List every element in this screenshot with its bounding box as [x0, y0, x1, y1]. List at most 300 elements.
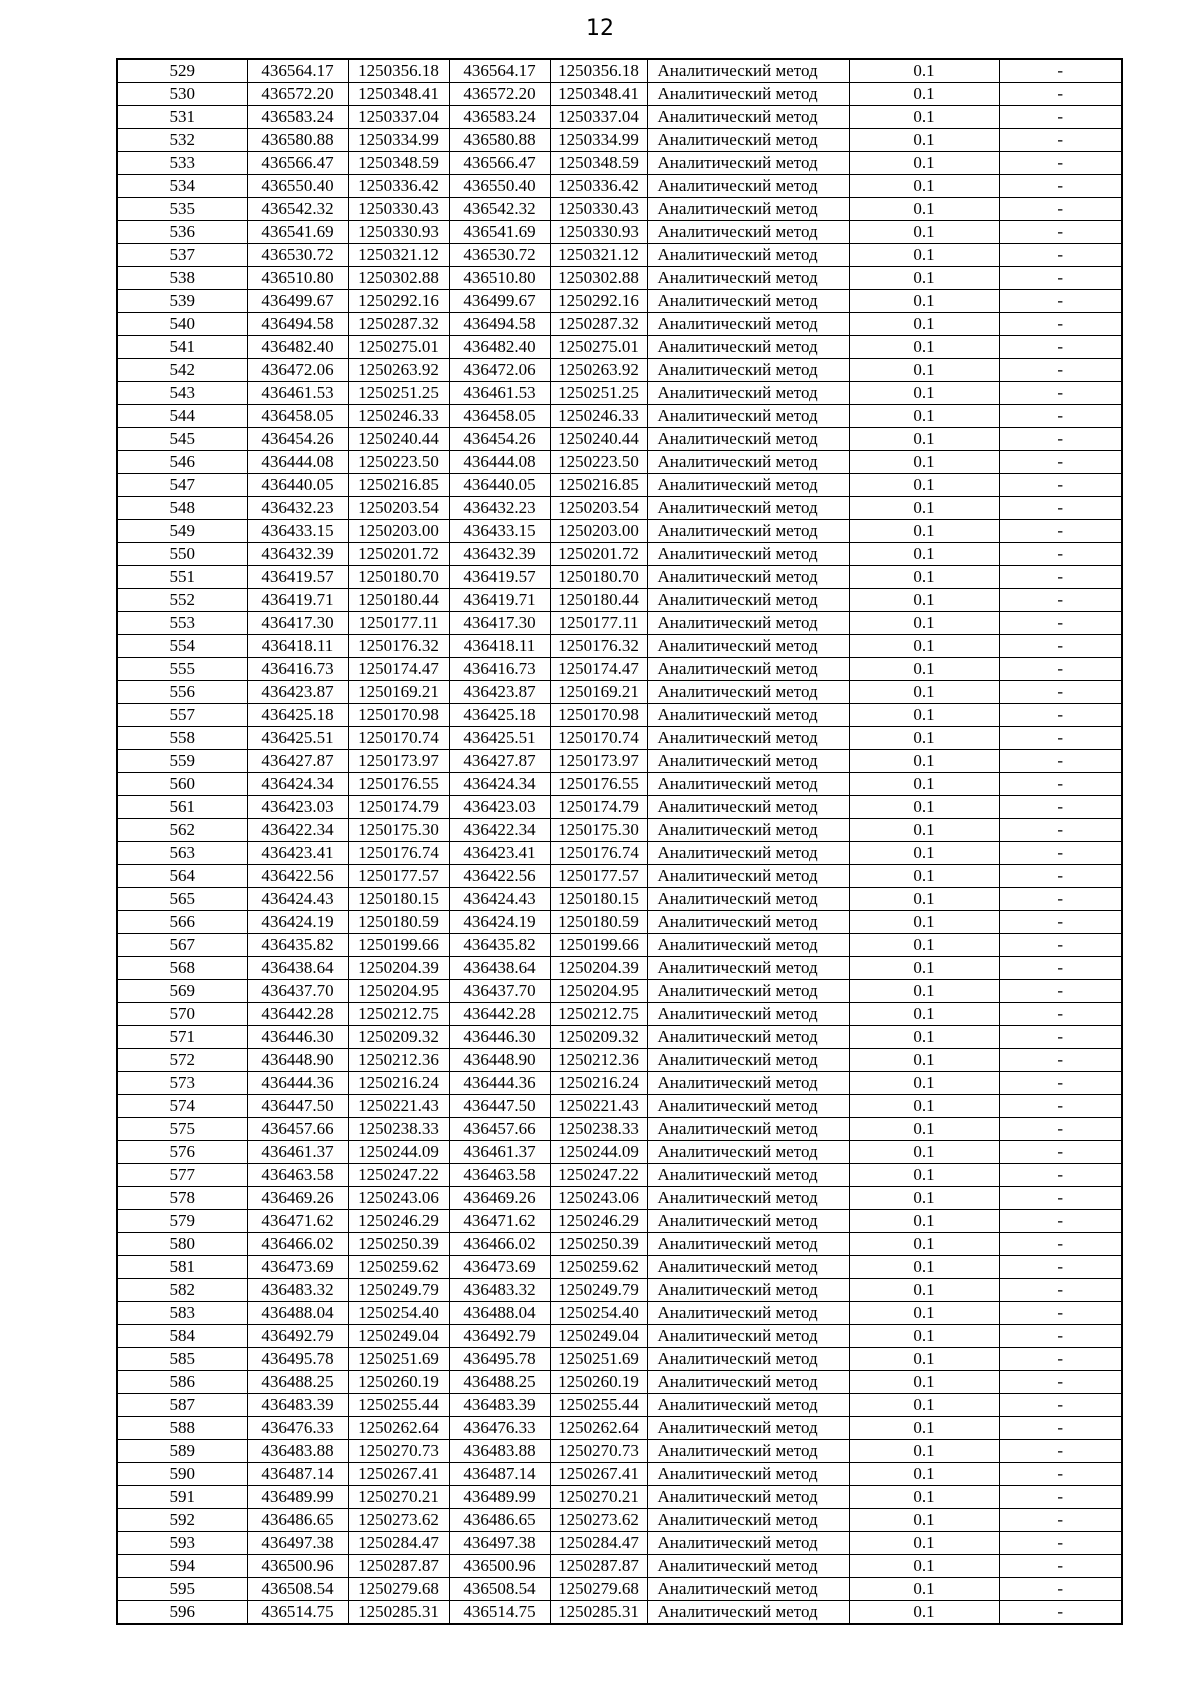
table-row	[117, 750, 1122, 773]
cell-x_new: 436457.66	[449, 1118, 550, 1141]
cell-point: 549	[117, 520, 247, 543]
cell-x_new: 436494.58	[449, 313, 550, 336]
cell-point: 582	[117, 1279, 247, 1302]
table-row	[117, 106, 1122, 129]
cell-method: Аналитический метод	[647, 980, 849, 1003]
cell-note: -	[999, 1210, 1122, 1233]
cell-method: Аналитический метод	[647, 612, 849, 635]
cell-y_old: 1250176.32	[348, 635, 449, 658]
cell-accuracy: 0.1	[849, 1578, 999, 1601]
table-row	[117, 1486, 1122, 1509]
cell-accuracy: 0.1	[849, 474, 999, 497]
cell-y_old: 1250292.16	[348, 290, 449, 313]
cell-x_new: 436422.34	[449, 819, 550, 842]
cell-x_new: 436541.69	[449, 221, 550, 244]
cell-y_new: 1250216.24	[550, 1072, 647, 1095]
cell-method: Аналитический метод	[647, 175, 849, 198]
cell-x_new: 436427.87	[449, 750, 550, 773]
cell-accuracy: 0.1	[849, 405, 999, 428]
cell-y_old: 1250177.11	[348, 612, 449, 635]
cell-x_old: 436566.47	[247, 152, 348, 175]
table-row	[117, 1210, 1122, 1233]
coordinates-table	[116, 58, 1123, 1625]
table-row	[117, 1348, 1122, 1371]
cell-y_new: 1250267.41	[550, 1463, 647, 1486]
cell-y_new: 1250285.31	[550, 1601, 647, 1625]
cell-x_old: 436488.04	[247, 1302, 348, 1325]
table-row	[117, 1279, 1122, 1302]
cell-x_new: 436495.78	[449, 1348, 550, 1371]
cell-y_new: 1250262.64	[550, 1417, 647, 1440]
cell-y_old: 1250348.41	[348, 83, 449, 106]
cell-method: Аналитический метод	[647, 1095, 849, 1118]
cell-y_new: 1250180.70	[550, 566, 647, 589]
cell-point: 529	[117, 59, 247, 83]
cell-accuracy: 0.1	[849, 773, 999, 796]
table-row	[117, 796, 1122, 819]
table-row	[117, 865, 1122, 888]
cell-y_old: 1250180.59	[348, 911, 449, 934]
cell-y_old: 1250203.00	[348, 520, 449, 543]
cell-note: -	[999, 175, 1122, 198]
cell-y_old: 1250203.54	[348, 497, 449, 520]
cell-x_old: 436435.82	[247, 934, 348, 957]
cell-note: -	[999, 911, 1122, 934]
cell-note: -	[999, 1486, 1122, 1509]
cell-accuracy: 0.1	[849, 1072, 999, 1095]
table-row	[117, 451, 1122, 474]
cell-method: Аналитический метод	[647, 244, 849, 267]
cell-point: 562	[117, 819, 247, 842]
cell-note: -	[999, 1072, 1122, 1095]
cell-accuracy: 0.1	[849, 681, 999, 704]
cell-y_old: 1250348.59	[348, 152, 449, 175]
cell-accuracy: 0.1	[849, 1463, 999, 1486]
cell-y_old: 1250221.43	[348, 1095, 449, 1118]
cell-accuracy: 0.1	[849, 796, 999, 819]
cell-method: Аналитический метод	[647, 1486, 849, 1509]
cell-accuracy: 0.1	[849, 336, 999, 359]
cell-y_new: 1250284.47	[550, 1532, 647, 1555]
cell-x_old: 436508.54	[247, 1578, 348, 1601]
cell-note: -	[999, 1463, 1122, 1486]
table-row	[117, 704, 1122, 727]
cell-x_new: 436510.80	[449, 267, 550, 290]
table-row	[117, 727, 1122, 750]
cell-point: 577	[117, 1164, 247, 1187]
table-row	[117, 1095, 1122, 1118]
cell-x_old: 436417.30	[247, 612, 348, 635]
cell-x_new: 436424.43	[449, 888, 550, 911]
table-row	[117, 1118, 1122, 1141]
cell-y_new: 1250273.62	[550, 1509, 647, 1532]
cell-accuracy: 0.1	[849, 1601, 999, 1625]
cell-x_new: 436442.28	[449, 1003, 550, 1026]
cell-point: 550	[117, 543, 247, 566]
cell-accuracy: 0.1	[849, 1394, 999, 1417]
cell-point: 567	[117, 934, 247, 957]
cell-note: -	[999, 727, 1122, 750]
cell-method: Аналитический метод	[647, 842, 849, 865]
cell-accuracy: 0.1	[849, 198, 999, 221]
cell-y_new: 1250212.75	[550, 1003, 647, 1026]
cell-method: Аналитический метод	[647, 267, 849, 290]
cell-x_new: 436550.40	[449, 175, 550, 198]
cell-y_new: 1250199.66	[550, 934, 647, 957]
cell-x_old: 436583.24	[247, 106, 348, 129]
table-row	[117, 1417, 1122, 1440]
cell-accuracy: 0.1	[849, 267, 999, 290]
cell-x_old: 436572.20	[247, 83, 348, 106]
cell-y_new: 1250221.43	[550, 1095, 647, 1118]
cell-note: -	[999, 59, 1122, 83]
cell-x_old: 436514.75	[247, 1601, 348, 1625]
cell-accuracy: 0.1	[849, 290, 999, 313]
cell-y_old: 1250249.04	[348, 1325, 449, 1348]
cell-x_old: 436483.39	[247, 1394, 348, 1417]
cell-note: -	[999, 1164, 1122, 1187]
cell-x_old: 436447.50	[247, 1095, 348, 1118]
cell-accuracy: 0.1	[849, 1486, 999, 1509]
cell-x_new: 436435.82	[449, 934, 550, 957]
cell-x_new: 436416.73	[449, 658, 550, 681]
table-row	[117, 888, 1122, 911]
cell-method: Аналитический метод	[647, 1210, 849, 1233]
cell-point: 564	[117, 865, 247, 888]
cell-y_old: 1250273.62	[348, 1509, 449, 1532]
table-row	[117, 1141, 1122, 1164]
cell-x_new: 436440.05	[449, 474, 550, 497]
cell-method: Аналитический метод	[647, 129, 849, 152]
cell-y_old: 1250270.73	[348, 1440, 449, 1463]
cell-note: -	[999, 497, 1122, 520]
cell-x_new: 436564.17	[449, 59, 550, 83]
cell-accuracy: 0.1	[849, 704, 999, 727]
cell-x_new: 436500.96	[449, 1555, 550, 1578]
table-row	[117, 59, 1122, 83]
cell-x_new: 436454.26	[449, 428, 550, 451]
cell-point: 541	[117, 336, 247, 359]
table-row	[117, 1578, 1122, 1601]
cell-point: 552	[117, 589, 247, 612]
table-row	[117, 1371, 1122, 1394]
cell-y_new: 1250170.74	[550, 727, 647, 750]
cell-accuracy: 0.1	[849, 566, 999, 589]
cell-y_new: 1250302.88	[550, 267, 647, 290]
cell-x_old: 436463.58	[247, 1164, 348, 1187]
cell-y_new: 1250254.40	[550, 1302, 647, 1325]
table-row	[117, 589, 1122, 612]
cell-method: Аналитический метод	[647, 681, 849, 704]
cell-y_old: 1250249.79	[348, 1279, 449, 1302]
cell-point: 584	[117, 1325, 247, 1348]
cell-x_old: 436497.38	[247, 1532, 348, 1555]
table-row	[117, 1164, 1122, 1187]
table-row	[117, 1233, 1122, 1256]
cell-x_old: 436424.43	[247, 888, 348, 911]
cell-y_new: 1250334.99	[550, 129, 647, 152]
table-row	[117, 957, 1122, 980]
cell-accuracy: 0.1	[849, 1210, 999, 1233]
cell-note: -	[999, 359, 1122, 382]
cell-y_old: 1250216.85	[348, 474, 449, 497]
cell-method: Аналитический метод	[647, 911, 849, 934]
table-body	[117, 59, 1122, 1624]
cell-y_new: 1250176.74	[550, 842, 647, 865]
cell-note: -	[999, 1256, 1122, 1279]
cell-note: -	[999, 704, 1122, 727]
table-row	[117, 497, 1122, 520]
cell-note: -	[999, 1325, 1122, 1348]
cell-y_new: 1250246.29	[550, 1210, 647, 1233]
cell-x_old: 436461.37	[247, 1141, 348, 1164]
cell-point: 575	[117, 1118, 247, 1141]
cell-accuracy: 0.1	[849, 589, 999, 612]
cell-y_old: 1250176.55	[348, 773, 449, 796]
cell-point: 540	[117, 313, 247, 336]
cell-method: Аналитический метод	[647, 1578, 849, 1601]
cell-note: -	[999, 888, 1122, 911]
table-row	[117, 543, 1122, 566]
cell-x_old: 436466.02	[247, 1233, 348, 1256]
cell-method: Аналитический метод	[647, 1279, 849, 1302]
cell-point: 557	[117, 704, 247, 727]
cell-x_old: 436423.41	[247, 842, 348, 865]
cell-x_old: 436454.26	[247, 428, 348, 451]
table-row	[117, 1509, 1122, 1532]
cell-note: -	[999, 865, 1122, 888]
cell-x_old: 436444.36	[247, 1072, 348, 1095]
cell-method: Аналитический метод	[647, 1026, 849, 1049]
cell-x_old: 436489.99	[247, 1486, 348, 1509]
cell-note: -	[999, 520, 1122, 543]
cell-x_new: 436514.75	[449, 1601, 550, 1625]
cell-method: Аналитический метод	[647, 888, 849, 911]
cell-y_new: 1250203.00	[550, 520, 647, 543]
cell-y_old: 1250275.01	[348, 336, 449, 359]
cell-x_new: 436489.99	[449, 1486, 550, 1509]
cell-y_old: 1250204.95	[348, 980, 449, 1003]
cell-method: Аналитический метод	[647, 704, 849, 727]
cell-x_new: 436469.26	[449, 1187, 550, 1210]
cell-accuracy: 0.1	[849, 1049, 999, 1072]
cell-x_new: 436448.90	[449, 1049, 550, 1072]
cell-note: -	[999, 1279, 1122, 1302]
cell-note: -	[999, 336, 1122, 359]
cell-note: -	[999, 980, 1122, 1003]
cell-method: Аналитический метод	[647, 1049, 849, 1072]
cell-point: 589	[117, 1440, 247, 1463]
cell-note: -	[999, 1003, 1122, 1026]
cell-y_new: 1250180.59	[550, 911, 647, 934]
cell-y_old: 1250336.42	[348, 175, 449, 198]
cell-accuracy: 0.1	[849, 221, 999, 244]
cell-accuracy: 0.1	[849, 382, 999, 405]
cell-method: Аналитический метод	[647, 1072, 849, 1095]
cell-x_old: 436541.69	[247, 221, 348, 244]
cell-method: Аналитический метод	[647, 1325, 849, 1348]
table-row	[117, 1049, 1122, 1072]
cell-y_old: 1250209.32	[348, 1026, 449, 1049]
cell-method: Аналитический метод	[647, 1463, 849, 1486]
cell-y_new: 1250356.18	[550, 59, 647, 83]
cell-y_old: 1250284.47	[348, 1532, 449, 1555]
cell-accuracy: 0.1	[849, 911, 999, 934]
table-row	[117, 336, 1122, 359]
cell-point: 558	[117, 727, 247, 750]
table-row	[117, 1325, 1122, 1348]
cell-y_old: 1250270.21	[348, 1486, 449, 1509]
table-row	[117, 1532, 1122, 1555]
cell-accuracy: 0.1	[849, 1440, 999, 1463]
cell-y_new: 1250240.44	[550, 428, 647, 451]
cell-x_new: 436542.32	[449, 198, 550, 221]
cell-note: -	[999, 1233, 1122, 1256]
cell-note: -	[999, 474, 1122, 497]
cell-y_old: 1250240.44	[348, 428, 449, 451]
cell-y_old: 1250260.19	[348, 1371, 449, 1394]
cell-x_new: 436487.14	[449, 1463, 550, 1486]
cell-point: 563	[117, 842, 247, 865]
cell-accuracy: 0.1	[849, 1187, 999, 1210]
cell-x_old: 436483.88	[247, 1440, 348, 1463]
cell-x_old: 436542.32	[247, 198, 348, 221]
cell-x_old: 436461.53	[247, 382, 348, 405]
cell-note: -	[999, 451, 1122, 474]
cell-note: -	[999, 267, 1122, 290]
cell-method: Аналитический метод	[647, 474, 849, 497]
cell-x_new: 436492.79	[449, 1325, 550, 1348]
cell-accuracy: 0.1	[849, 244, 999, 267]
cell-x_new: 436508.54	[449, 1578, 550, 1601]
cell-point: 535	[117, 198, 247, 221]
cell-y_new: 1250259.62	[550, 1256, 647, 1279]
cell-accuracy: 0.1	[849, 635, 999, 658]
cell-x_old: 436433.15	[247, 520, 348, 543]
cell-y_old: 1250212.36	[348, 1049, 449, 1072]
cell-y_old: 1250334.99	[348, 129, 449, 152]
table-row	[117, 175, 1122, 198]
cell-y_old: 1250285.31	[348, 1601, 449, 1625]
table-row	[117, 1072, 1122, 1095]
table-row	[117, 520, 1122, 543]
table-row	[117, 1187, 1122, 1210]
cell-accuracy: 0.1	[849, 1003, 999, 1026]
cell-x_new: 436437.70	[449, 980, 550, 1003]
table-row	[117, 911, 1122, 934]
cell-point: 532	[117, 129, 247, 152]
cell-y_new: 1250292.16	[550, 290, 647, 313]
table-row	[117, 129, 1122, 152]
cell-note: -	[999, 1118, 1122, 1141]
cell-accuracy: 0.1	[849, 83, 999, 106]
cell-accuracy: 0.1	[849, 819, 999, 842]
table-row	[117, 290, 1122, 313]
cell-y_old: 1250204.39	[348, 957, 449, 980]
cell-method: Аналитический метод	[647, 336, 849, 359]
cell-y_old: 1250212.75	[348, 1003, 449, 1026]
cell-y_new: 1250174.47	[550, 658, 647, 681]
cell-point: 578	[117, 1187, 247, 1210]
cell-y_old: 1250174.47	[348, 658, 449, 681]
cell-accuracy: 0.1	[849, 1164, 999, 1187]
cell-x_new: 436472.06	[449, 359, 550, 382]
cell-accuracy: 0.1	[849, 497, 999, 520]
cell-x_new: 436419.71	[449, 589, 550, 612]
cell-y_old: 1250180.70	[348, 566, 449, 589]
cell-x_new: 436499.67	[449, 290, 550, 313]
cell-note: -	[999, 1394, 1122, 1417]
cell-y_new: 1250263.92	[550, 359, 647, 382]
cell-y_new: 1250223.50	[550, 451, 647, 474]
cell-method: Аналитический метод	[647, 773, 849, 796]
cell-y_new: 1250337.04	[550, 106, 647, 129]
cell-x_new: 436424.34	[449, 773, 550, 796]
table-row	[117, 382, 1122, 405]
cell-method: Аналитический метод	[647, 1141, 849, 1164]
cell-x_new: 436433.15	[449, 520, 550, 543]
cell-note: -	[999, 1440, 1122, 1463]
cell-y_new: 1250287.32	[550, 313, 647, 336]
cell-point: 530	[117, 83, 247, 106]
cell-method: Аналитический метод	[647, 313, 849, 336]
table-row	[117, 428, 1122, 451]
cell-x_old: 436492.79	[247, 1325, 348, 1348]
cell-y_new: 1250270.21	[550, 1486, 647, 1509]
cell-method: Аналитический метод	[647, 1348, 849, 1371]
cell-accuracy: 0.1	[849, 1348, 999, 1371]
cell-point: 571	[117, 1026, 247, 1049]
cell-note: -	[999, 405, 1122, 428]
cell-y_new: 1250251.25	[550, 382, 647, 405]
cell-y_new: 1250348.41	[550, 83, 647, 106]
cell-accuracy: 0.1	[849, 175, 999, 198]
cell-y_new: 1250209.32	[550, 1026, 647, 1049]
cell-method: Аналитический метод	[647, 1302, 849, 1325]
cell-y_new: 1250255.44	[550, 1394, 647, 1417]
cell-point: 585	[117, 1348, 247, 1371]
table-row	[117, 635, 1122, 658]
cell-accuracy: 0.1	[849, 543, 999, 566]
cell-x_new: 436424.19	[449, 911, 550, 934]
cell-x_old: 436473.69	[247, 1256, 348, 1279]
cell-accuracy: 0.1	[849, 1095, 999, 1118]
cell-x_old: 436416.73	[247, 658, 348, 681]
cell-y_old: 1250259.62	[348, 1256, 449, 1279]
table-row	[117, 1256, 1122, 1279]
cell-x_new: 436466.02	[449, 1233, 550, 1256]
cell-x_old: 436448.90	[247, 1049, 348, 1072]
cell-point: 593	[117, 1532, 247, 1555]
cell-y_new: 1250243.06	[550, 1187, 647, 1210]
cell-method: Аналитический метод	[647, 359, 849, 382]
cell-point: 574	[117, 1095, 247, 1118]
cell-x_new: 436463.58	[449, 1164, 550, 1187]
cell-x_new: 436423.03	[449, 796, 550, 819]
cell-point: 560	[117, 773, 247, 796]
cell-point: 542	[117, 359, 247, 382]
cell-y_new: 1250175.30	[550, 819, 647, 842]
cell-point: 588	[117, 1417, 247, 1440]
table-row	[117, 566, 1122, 589]
cell-x_old: 436438.64	[247, 957, 348, 980]
cell-x_new: 436486.65	[449, 1509, 550, 1532]
cell-x_old: 436494.58	[247, 313, 348, 336]
cell-x_old: 436499.67	[247, 290, 348, 313]
cell-note: -	[999, 750, 1122, 773]
cell-y_new: 1250348.59	[550, 152, 647, 175]
cell-x_new: 436476.33	[449, 1417, 550, 1440]
